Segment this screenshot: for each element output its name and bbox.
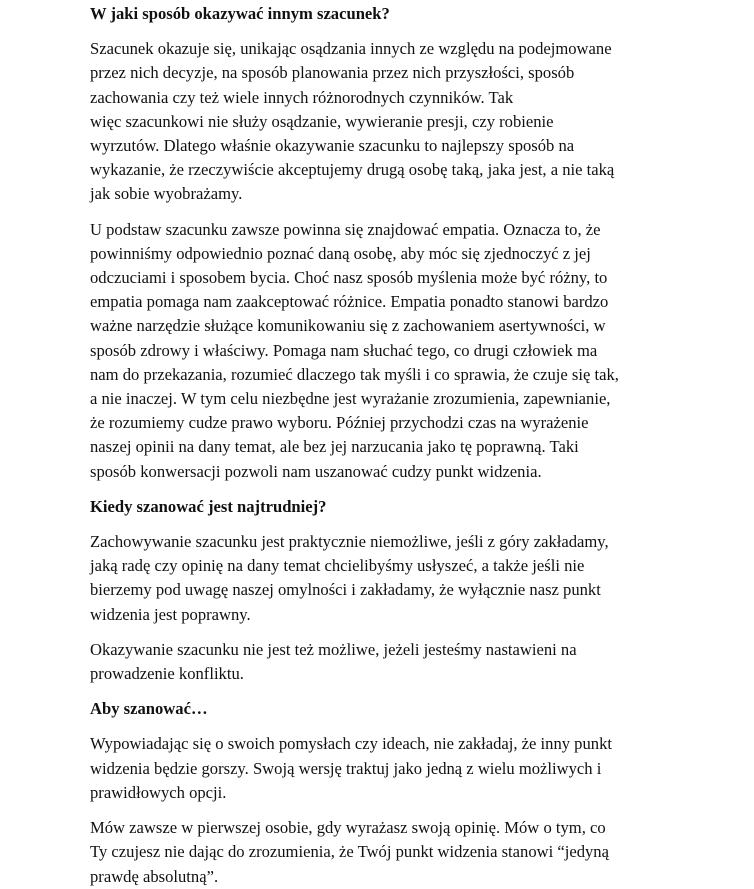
text-line: prowadzenie konfliktu. [90,664,244,684]
paragraph [90,816,660,889]
text-line: wykazanie, że rzeczywiście akceptujemy drugą osobę taką, jaka jest, a nie taką [90,160,615,180]
section-heading [90,495,660,519]
text-line: powinniśmy odpowiednio poznać daną osobę, aby móc się zjednoczyć z jej [90,243,591,263]
heading-text: Aby szanować… [90,699,208,719]
paragraph [90,732,660,805]
text-line: prawdę absolutną”. [90,866,219,886]
paragraph [90,530,660,627]
text-line: jak sobie wyobrażamy. [90,184,243,204]
text-line: Okazywanie szacunku nie jest też możliwe, jeżeli jesteśmy nastawieni na [90,639,577,659]
paragraph [90,638,660,686]
text-line: Mów zawsze w pierwszej osobie, gdy wyrażasz swoją opinię. Mów o tym, co [90,818,606,838]
paragraph [90,218,660,484]
text-line: Wypowiadając się o swoich pomysłach czy ideach, nie zakładaj, że inny punkt [90,734,612,754]
text-line: a nie inaczej. W tym celu niezbędne jest wyrażanie zrozumienia, zapewnianie, [90,389,611,409]
text-line: empatia pomaga nam zaakceptować różnice. Empatia ponadto stanowi bardzo [90,292,609,312]
text-line: U podstaw szacunku zawsze powinna się znajdować empatia. Oznacza to, że [90,219,601,239]
text-line: Zachowywanie szacunku jest praktycznie niemożliwe, jeśli z góry zakładamy, [90,532,609,552]
text-line: Ty czujesz nie dając do zrozumienia, że Twój punkt widzenia stanowi “jedyną [90,842,609,862]
text-line: sposób konwersacji pozwoli nam uszanować cudzy punkt widzenia. [90,461,542,481]
text-line: ważne narzędzie służące komunikowaniu się z zachowaniem asertywności, w [90,316,606,336]
text-line: naszej opinii na dany temat, ale bez jej narzucania jako tę poprawną. Taki [90,437,579,457]
text-line: widzenia jest poprawny. [90,604,251,624]
text-line: że rozumiemy cudze prawo wyboru. Później przychodzi czas na wyrażenie [90,413,589,433]
text-line: sposób zdrowy i właściwy. Pomaga nam słuchać tego, co drugi człowiek ma [90,340,598,360]
text-line: prawidłowych opcji. [90,782,227,802]
text-line: więc szacunkowi nie służy osądzanie, wywieranie presji, czy robienie [90,111,554,131]
text-line: jaką radę czy opinię na dany temat chcielibyśmy usłyszeć, a także jeśli nie [90,556,585,576]
paragraph [90,37,660,206]
text-line: wyrzutów. Dlatego właśnie okazywanie szacunku to najlepszy sposób na [90,136,575,156]
heading-text: Kiedy szanować jest najtrudniej? [90,496,327,516]
text-line: bierzemy pod uwagę naszej omylności i zakładamy, że wyłącznie nasz punkt [90,580,601,600]
text-line: Szacunek okazuje się, unikając osądzania innych ze względu na podejmowane [90,39,612,59]
text-line: odczuciami i sposobem bycia. Choć nasz sposób myślenia może być różny, to [90,268,608,288]
text-line: przez nich decyzje, na sposób planowania przez nich przyszłości, sposób [90,63,575,83]
section-heading [90,697,660,721]
text-line: nam do przekazania, rozumieć dlaczego tak myśli i co sprawia, że czuje się tak, [90,364,619,384]
heading-text: W jaki sposób okazywać innym szacunek? [90,4,390,23]
text-line: zachowania czy też wiele innych różnorodnych czynników. Tak [90,87,514,107]
section-heading [90,2,660,26]
text-line: widzenia będzie gorszy. Swoją wersję traktuj jako jedną z wielu możliwych i [90,758,602,778]
